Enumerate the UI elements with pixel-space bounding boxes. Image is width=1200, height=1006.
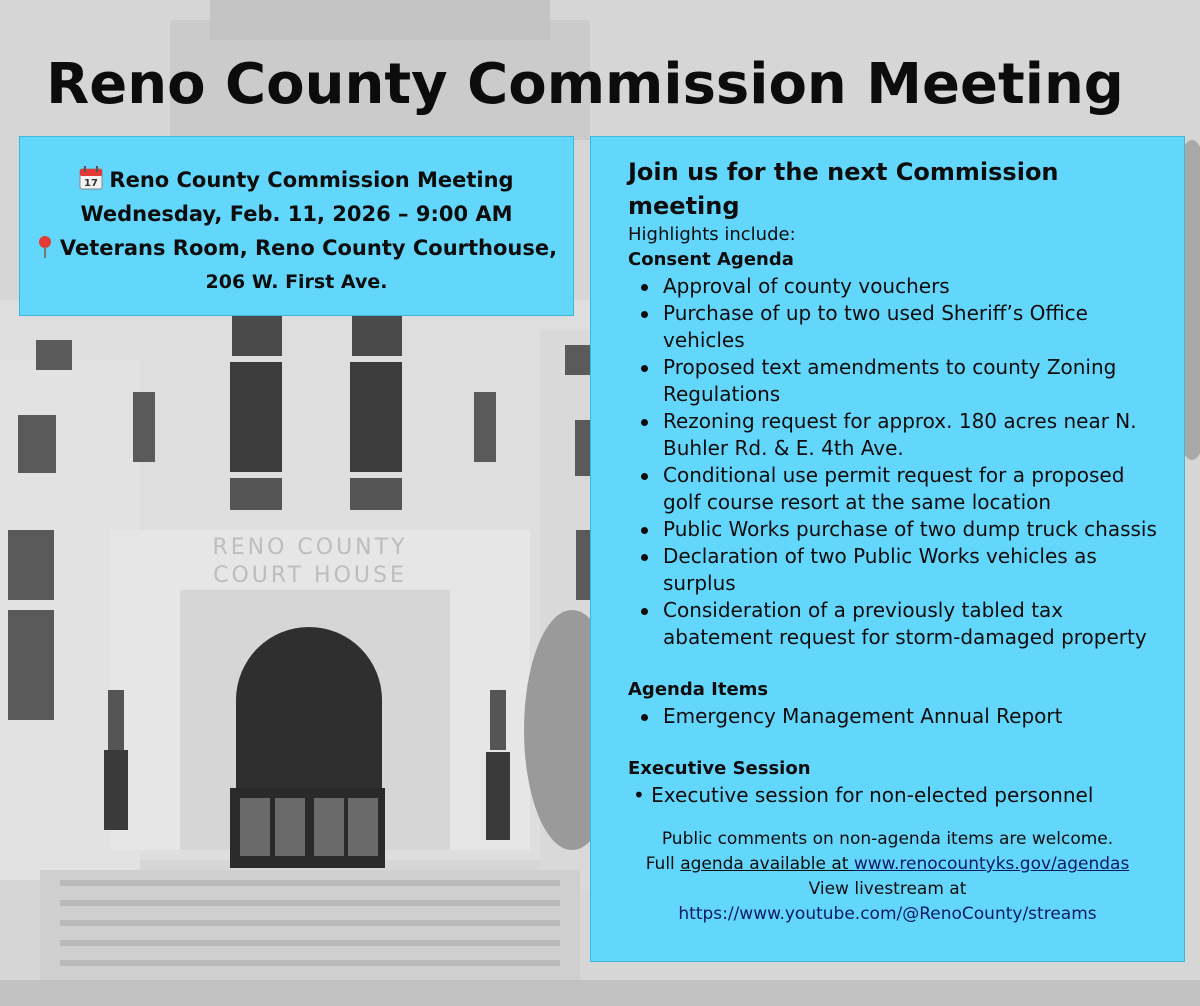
- event-name: Reno County Commission Meeting: [109, 168, 514, 192]
- list-item: Conditional use permit request for a proposed golf course resort at the same location: [636, 462, 1164, 516]
- agenda-items-label: Agenda Items: [628, 679, 769, 700]
- list-item: Public Works purchase of two dump truck chassis: [636, 516, 1164, 543]
- executive-session-label: Executive Session: [628, 758, 811, 779]
- agenda-link-line: [591, 852, 1184, 877]
- event-location-line: [20, 231, 573, 265]
- event-address: 206 W. First Ave.: [205, 271, 388, 293]
- consent-agenda-label: Consent Agenda: [628, 249, 794, 270]
- list-item: Declaration of two Public Works vehicles as surplus: [636, 543, 1164, 597]
- list-item: Approval of county vouchers: [636, 273, 1164, 300]
- agenda-items-list: [636, 703, 1164, 730]
- list-item: Rezoning request for approx. 180 acres near N. Buhler Rd. & E. 4th Ave.: [636, 408, 1164, 462]
- details-heading: Join us for the next Commission meeting: [628, 158, 1059, 220]
- consent-agenda-list: [636, 273, 1164, 651]
- svg-text:RENO COUNTY: RENO COUNTY: [212, 535, 408, 560]
- list-item: Emergency Management Annual Report: [636, 703, 1164, 730]
- details-intro: Highlights include:: [628, 224, 796, 245]
- public-comments-note: Public comments on non-agenda items are welcome.: [661, 829, 1114, 849]
- agenda-prefix: Full: [645, 854, 681, 874]
- svg-text:17: 17: [84, 178, 99, 189]
- calendar-icon: [79, 166, 103, 190]
- executive-session-text: • Executive session for non-elected personnel: [633, 783, 1094, 807]
- livestream-link[interactable]: https://www.youtube.com/@RenoCounty/streams: [678, 904, 1097, 924]
- event-info-panel: [19, 136, 574, 316]
- map-pin-icon: [36, 235, 54, 259]
- meeting-details-panel: [590, 136, 1185, 962]
- details-footer: [591, 827, 1184, 927]
- livestream-label: View livestream at: [808, 879, 967, 899]
- page-title: Reno County Commission Meeting: [46, 52, 1124, 117]
- event-datetime: Wednesday, Feb. 11, 2026 – 9:00 AM: [80, 202, 513, 226]
- list-item: Purchase of up to two used Sheriff’s Office vehicles: [636, 300, 1164, 354]
- svg-text:COURT HOUSE: COURT HOUSE: [213, 563, 407, 588]
- agenda-link-text: agenda available at: [680, 854, 854, 874]
- event-name-line: [20, 163, 573, 197]
- list-item: Proposed text amendments to county Zoning Regulations: [636, 354, 1164, 408]
- agenda-link[interactable]: www.renocountyks.gov/agendas: [853, 854, 1130, 874]
- list-item: Consideration of a previously tabled tax abatement request for storm-damaged property: [636, 597, 1164, 651]
- event-location: Veterans Room, Reno County Courthouse,: [59, 236, 558, 260]
